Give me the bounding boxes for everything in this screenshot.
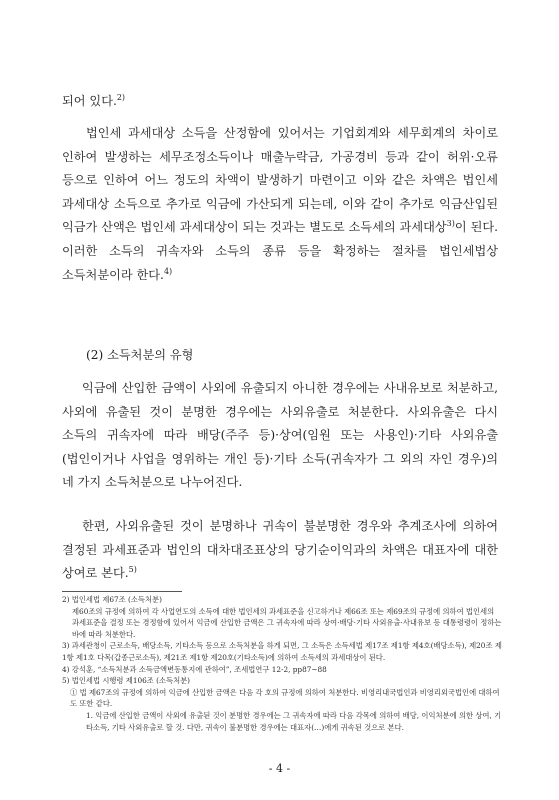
section-heading: (2) 소득처분의 유형 (86, 348, 194, 362)
footnote-ref-2[interactable]: 2) (116, 92, 126, 102)
paragraph-disposition-types: 익금에 산입한 금액이 사외에 유출되지 아니한 경우에는 사내유보로 처분하고, 사외에 유출된 것이 분명한 경우에는 사외유출로 처분한다. 사외유출은 다시 소득의 귀속자에 따라 배당(주주 등)·상여(임원 또는 사용인)·기타 사외유출(법인이거나 사업을 영위하는 개인 등)·기타 소득(귀속자가 그 외의 자인 경우)의 네 가지 소득처분으로 나누어진다. (62, 381, 498, 490)
footnote-4: 4) 강석훈, “소득처분과 소득금액변동통지에 관하여”, 조세법연구 12-2, pp87~88 (62, 664, 327, 674)
paragraph-representative-bonus (62, 515, 498, 586)
footnote-5-item: 1. 익금에 산입한 금액이 사외에 유출된 것이 분명한 경우에는 그 귀속자에 따라 다음 각목에 의하여 배당, 이익처분에 의한 상여, 기타소득, 기타 사외유출로 할 것. 다만, 귀속이 불분명한 경우에는 대표자(…)에게 귀속된 것으로 본다. (86, 710, 502, 732)
footnote-divider (62, 591, 182, 592)
paragraph-text: 되어 있다. (62, 94, 117, 108)
footnote-3: 3) 과세관청이 근로소득, 배당소득, 기타소득 등으로 소득처분을 하게 되면, 그 소득은 소득세법 제17조 제1항 제4호(배당소득), 제20조 제1항 제1호 다목(갑종근로소득), 제21조 제1항 제20호(기타소득)에 의하여 소득세의 과세대상이 된다. (62, 641, 502, 662)
paragraph-text: 한편, 사외유출된 것이 분명하나 귀속이 불분명한 경우와 추계조사에 의하여 결정된 과세표준과 법인의 대차대조표상의 당기순이익과의 차액은 대표자에 대한 상여로 본다. (62, 519, 498, 581)
paragraph-text: 법인세 과세대상 소득을 산정함에 있어서는 기업회계와 세무회계의 차이로 인하여 발생하는 세무조정소득이나 매출누락금, 가공경비 등과 같이 허위·오류 등으로 인하여 어느 정도의 차액이 발생하기 마련이고 이와 같은 차액은 법인세 과세대상 소득으로 추가로 익금에 가산되게 되는데, 이와 같이 추가로 익금산입된 익금가 산액은 법인세 과세대상이 되는 것과는 별도로 소득세의 과세대상 (62, 126, 498, 235)
footnote-5-clause: ① 법 제67조의 규정에 의하여 익금에 산입한 금액은 다음 각 호의 규정에 의하여 처분한다. 비영리내국법인과 비영리외국법인에 대하여도 또한 같다. (70, 687, 500, 709)
footnote-ref-5[interactable]: 5) (128, 565, 137, 575)
paragraph-income-disposition-definition (62, 122, 498, 287)
page-number: - 4 - (268, 762, 291, 775)
footnote-ref-4[interactable]: 4) (163, 266, 173, 276)
footnote-2-body: 제60조의 규정에 의하여 각 사업연도의 소득에 대한 법인세의 과세표준을 신고하거나 제66조 또는 제69조의 규정에 의하여 법인세의 과세표준을 결정 또는 경정함에 있어서 익금에 산입한 금액은 그 귀속자에 따라 상여·배당·기타 사외유출·사내유보 등 대통령령이 정하는 바에 따라 처분한다. (72, 606, 502, 639)
footnote-5-title: 5) 법인세법 시행령 제106조 (소득처분) (62, 676, 191, 686)
footnotes (62, 594, 502, 733)
footnote-ref-3[interactable]: 3) (446, 219, 455, 229)
footnote-2-title: 2) 법인세법 제67조 (소득처분) (62, 595, 162, 604)
paragraph-continuation (62, 90, 498, 114)
paragraph-text: 이 된다. 이러한 소득의 귀속자와 소득의 종류 등을 확정하는 절차를 법인세법상 소득처분이라 한다. (62, 220, 498, 282)
